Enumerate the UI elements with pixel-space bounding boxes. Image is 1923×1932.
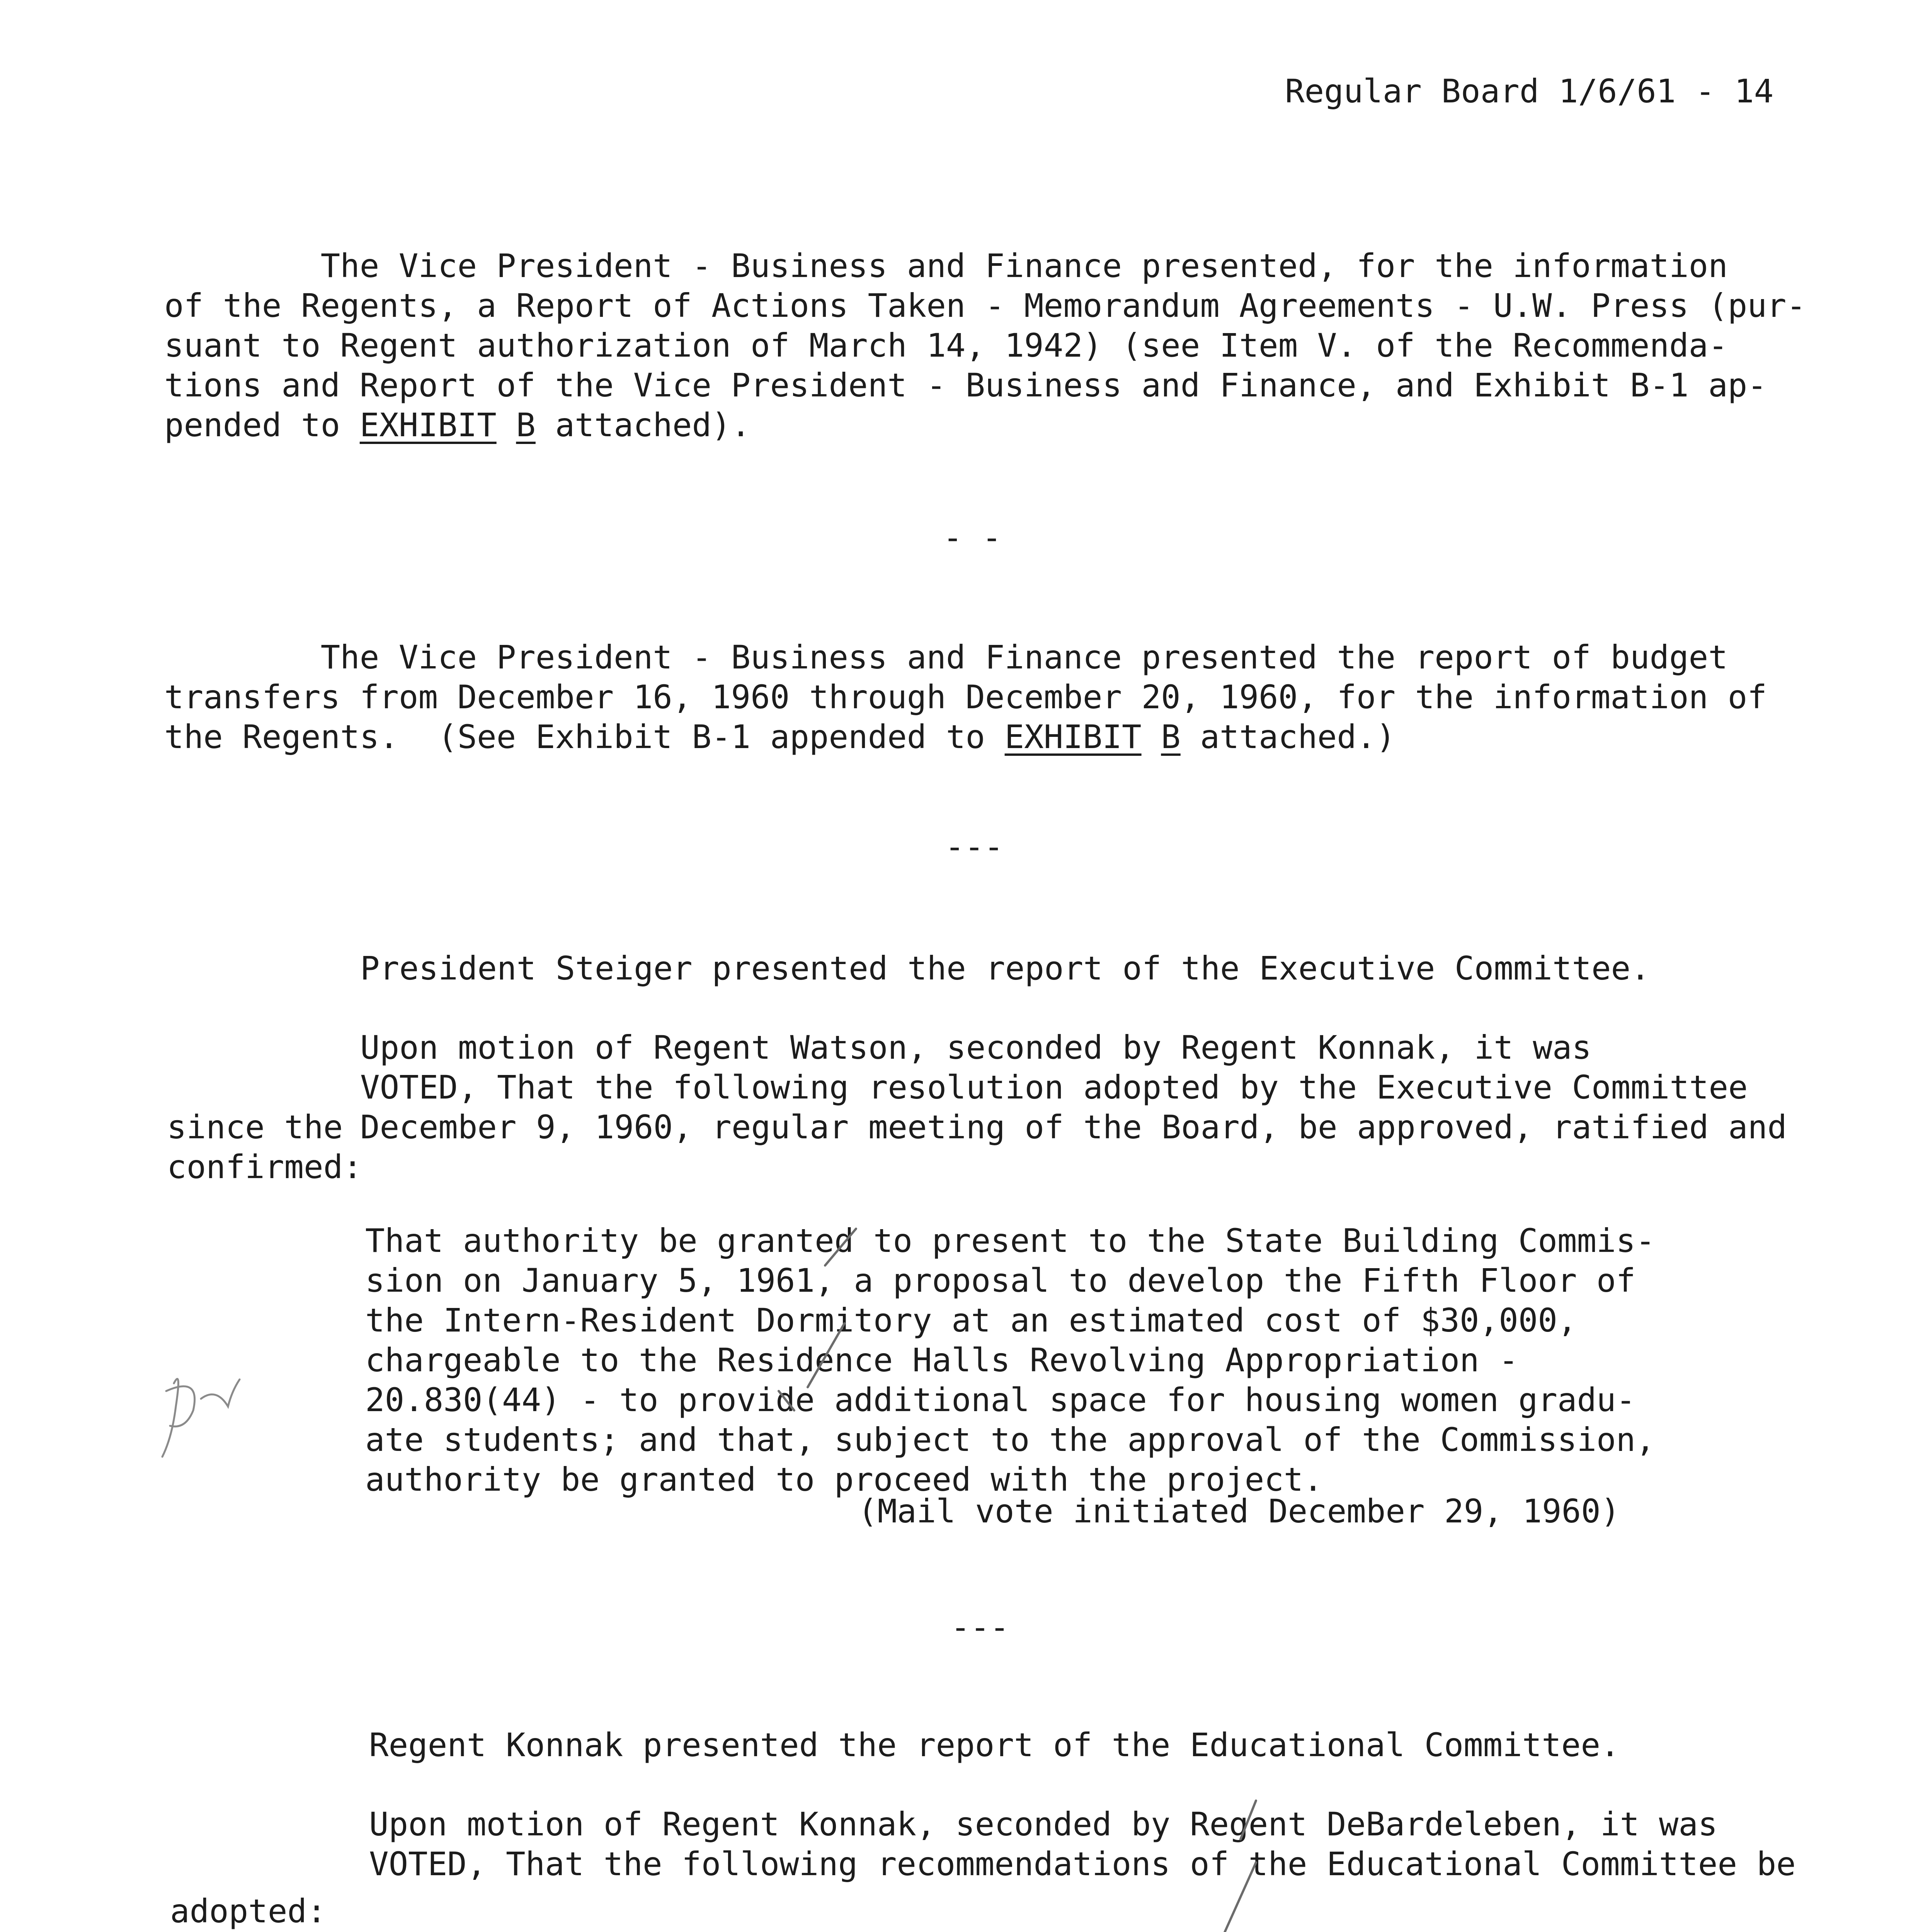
resolution-line-1: That authority be granted to present to the State Building Commis- [365,1222,1655,1260]
separator: --- [945,828,1004,866]
budget-report-line-2: transfers from December 16, 1960 through December 20, 1960, for the information of [164,678,1767,716]
press-report-line-3: suant to Regent authorization of March 14, 1942) (see Item V. of the Recommenda- [164,327,1728,364]
exhibit-b-reference: EXHIBIT [359,406,497,444]
resolution-line-7: authority be granted to proceed with the project. [365,1461,1323,1498]
resolution-line-3: the Intern-Resident Dormitory at an estimated cost of $30,000, [365,1301,1577,1339]
press-report-line-4: tions and Report of the Vice President - Business and Finance, and Exhibit B-1 ap- [164,366,1767,404]
separator: - - [943,519,1002,556]
budget-report-line-3: the Regents. (See Exhibit B-1 appended to EXHIBIT B attached.) [164,718,1396,756]
executive-motion-line-2: VOTED, That the following resolution adopted by the Executive Committee [360,1068,1748,1106]
executive-motion-since: since the [167,1108,343,1146]
budget-report-line-1: The Vice President - Business and Finance presented the report of budget [164,638,1728,676]
mail-vote-note: (Mail vote initiated December 29, 1960) [858,1492,1620,1530]
executive-motion-line-1: Upon motion of Regent Watson, seconded by Regent Konnak, it was [360,1029,1592,1066]
executive-committee-intro: President Steiger presented the report of the Executive Committee. [360,949,1650,987]
page-header: Regular Board 1/6/61 - 14 [1285,72,1774,110]
educational-motion-line-2: VOTED, That the following recommendations of the Educational Committee be [369,1845,1796,1883]
resolution-line-2: sion on January 5, 1961, a proposal to develop the Fifth Floor of [365,1262,1636,1299]
press-report-line-5: pended to EXHIBIT B attached). [164,406,751,444]
exhibit-b-reference: EXHIBIT [1004,718,1142,756]
educational-motion-line-1: Upon motion of Regent Konnak, seconded by Regent DeBardeleben, it was [369,1805,1718,1843]
educational-motion-adopted: adopted: [170,1892,327,1930]
resolution-line-4: chargeable to the Residence Halls Revolving Appropriation - [365,1341,1518,1379]
executive-motion-line-3: December 9, 1960, regular meeting of the Board, be approved, ratified and [360,1108,1787,1146]
executive-motion-confirmed: confirmed: [167,1148,362,1186]
pencil-check-mark-icon [779,1229,1256,1932]
separator: --- [951,1608,1009,1646]
press-report-line-2: of the Regents, a Report of Actions Taken - Memorandum Agreements - U.W. Press (pur- [164,287,1806,325]
pencil-initials-icon [162,1379,240,1457]
educational-committee-intro: Regent Konnak presented the report of the Educational Committee. [369,1726,1620,1764]
resolution-line-6: ate students; and that, subject to the approval of the Commission, [365,1421,1655,1459]
resolution-line-5: 20.830(44) - to provide additional space for housing women gradu- [365,1381,1636,1419]
press-report-line-1: The Vice President - Business and Finance presented, for the information [164,247,1728,285]
